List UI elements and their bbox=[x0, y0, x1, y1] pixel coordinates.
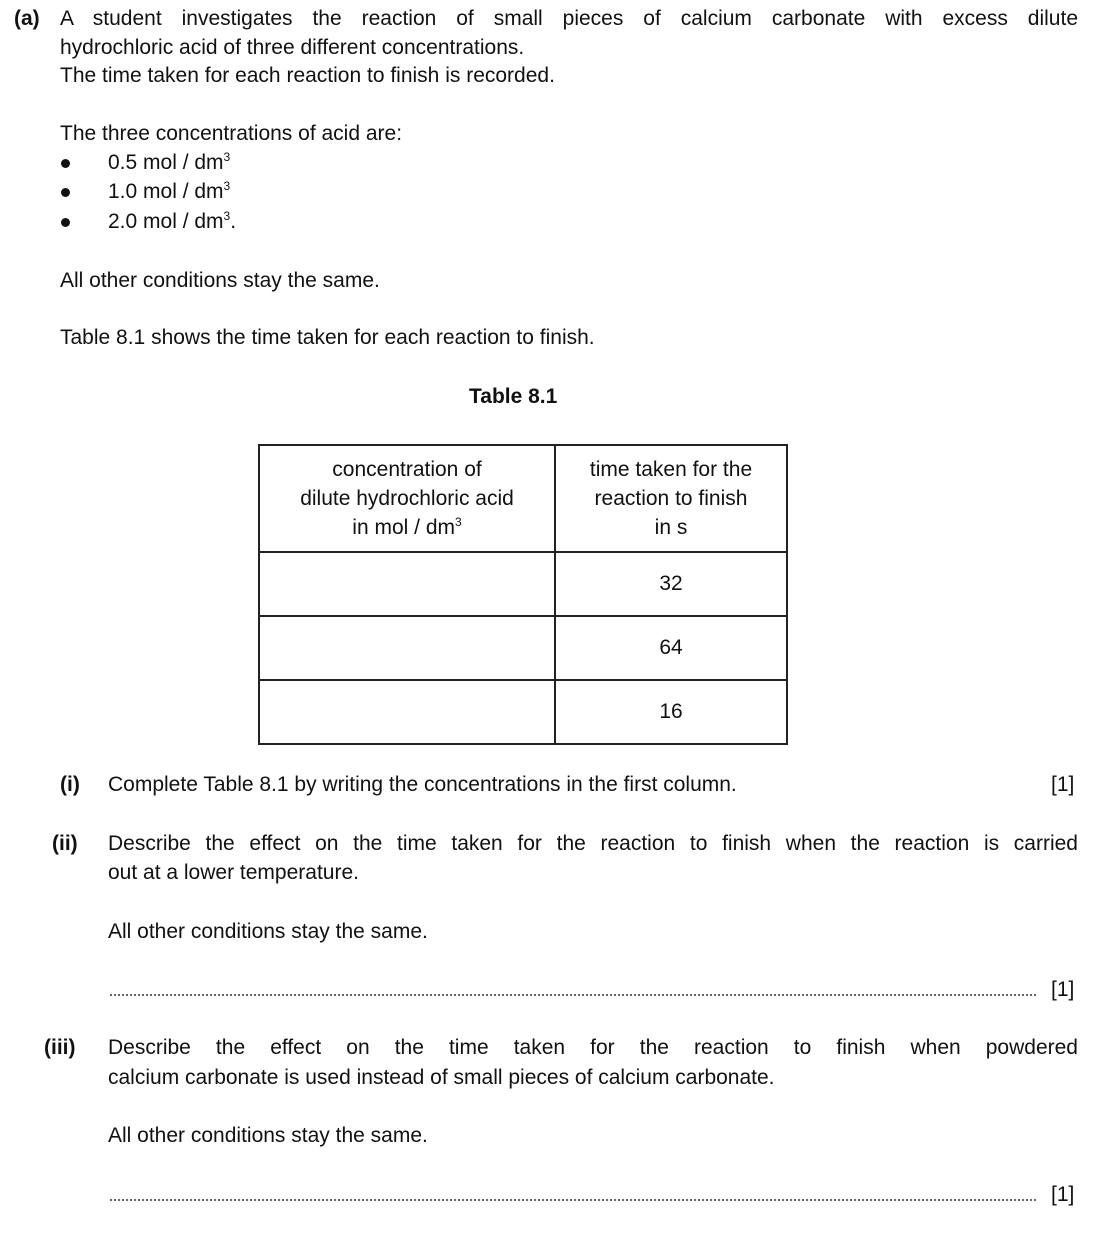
table-header-row bbox=[259, 445, 787, 552]
question-iii-line1: Describe the effect on the time taken for the reaction to finish when powdered bbox=[108, 1036, 1078, 1059]
question-ii-line1: Describe the effect on the time taken for the reaction to finish when the reaction is carried bbox=[108, 832, 1078, 855]
header-time: time taken for the reaction to finish in s bbox=[555, 445, 787, 552]
question-ii-conditions: All other conditions stay the same. bbox=[108, 920, 428, 943]
question-iii-label: (iii) bbox=[44, 1036, 76, 1059]
answer-line-ii[interactable] bbox=[110, 994, 1036, 996]
bullet-icon bbox=[61, 159, 70, 168]
question-i-label: (i) bbox=[60, 773, 80, 796]
concentration-item-3: 2.0 mol / $dm^3$. bbox=[108, 209, 237, 233]
bullet-icon bbox=[61, 218, 70, 227]
table-title: Table 8.1 bbox=[469, 385, 558, 408]
concentration-item-1: 0.5 mol / $dm^3$ bbox=[108, 150, 231, 174]
part-a-line2: hydrochloric acid of three different concentrations. bbox=[60, 36, 525, 59]
concentrations-intro: The three concentrations of acid are: bbox=[60, 122, 403, 145]
concentration-answer-cell[interactable] bbox=[259, 680, 555, 744]
concentration-answer-cell[interactable] bbox=[259, 552, 555, 616]
table-reference: Table 8.1 shows the time taken for each reaction to finish. bbox=[60, 326, 595, 349]
concentration-answer-cell[interactable] bbox=[259, 616, 555, 680]
answer-line-iii[interactable] bbox=[110, 1199, 1036, 1201]
time-cell: 32 bbox=[555, 552, 787, 616]
part-a-line1: A student investigates the reaction of small pieces of calcium carbonate with excess dilute bbox=[60, 7, 1078, 30]
part-a-label: (a) bbox=[14, 7, 40, 30]
bullet-icon bbox=[61, 188, 70, 197]
question-ii-marks: [1] bbox=[1051, 978, 1075, 1001]
header-concentration: concentration of dilute hydrochloric acid in mol / $dm^3$ bbox=[259, 445, 555, 552]
question-i-text: Complete Table 8.1 by writing the concentrations in the first column. bbox=[108, 773, 737, 796]
table-row bbox=[259, 552, 787, 616]
question-iii-marks: [1] bbox=[1051, 1183, 1075, 1206]
time-cell: 16 bbox=[555, 680, 787, 744]
conditions-note: All other conditions stay the same. bbox=[60, 269, 380, 292]
table-row bbox=[259, 680, 787, 744]
table-row bbox=[259, 616, 787, 680]
question-ii-label: (ii) bbox=[52, 832, 78, 855]
part-a-line3: The time taken for each reaction to finish is recorded. bbox=[60, 64, 555, 87]
question-iii-conditions: All other conditions stay the same. bbox=[108, 1124, 428, 1147]
question-ii-line2: out at a lower temperature. bbox=[108, 861, 359, 884]
concentration-item-2: 1.0 mol / $dm^3$ bbox=[108, 179, 231, 203]
results-table bbox=[258, 444, 788, 745]
question-i-marks: [1] bbox=[1051, 773, 1075, 796]
question-iii-line2: calcium carbonate is used instead of small pieces of calcium carbonate. bbox=[108, 1066, 775, 1089]
time-cell: 64 bbox=[555, 616, 787, 680]
